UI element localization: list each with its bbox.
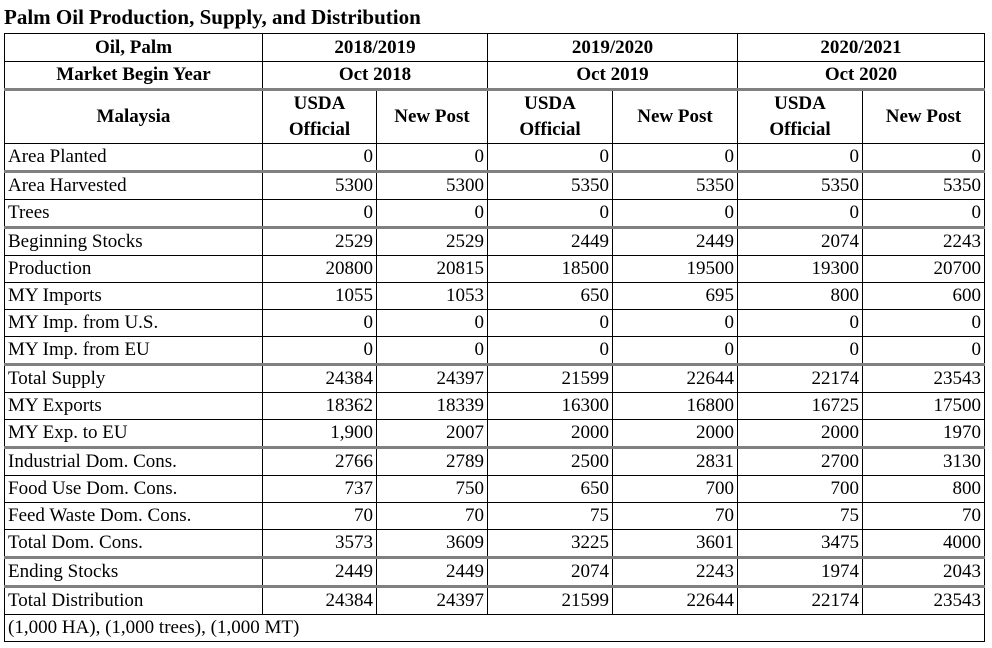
cell-value: 695 xyxy=(613,283,738,310)
cell-value: 70 xyxy=(377,503,488,530)
cell-value: 0 xyxy=(377,337,488,365)
row-label: MY Imports xyxy=(5,283,263,310)
cell-value: 0 xyxy=(738,310,863,337)
cell-value: 75 xyxy=(488,503,613,530)
cell-value: 0 xyxy=(263,310,377,337)
footnote-row xyxy=(5,615,985,642)
cell-value: 0 xyxy=(263,337,377,365)
cell-value: 2243 xyxy=(613,558,738,587)
row-label: Total Supply xyxy=(5,365,263,393)
cell-value: 1053 xyxy=(377,283,488,310)
cell-value: 0 xyxy=(488,310,613,337)
cell-value: 22644 xyxy=(613,587,738,615)
table-row xyxy=(5,337,985,365)
table-row xyxy=(5,228,985,256)
market-begin-label: Market Begin Year xyxy=(5,62,263,90)
cell-value: 2000 xyxy=(738,420,863,448)
market-begin-2020: Oct 2020 xyxy=(738,62,985,90)
cell-value: 600 xyxy=(863,283,985,310)
cell-value: 2074 xyxy=(488,558,613,587)
cell-value: 737 xyxy=(263,476,377,503)
cell-value: 22174 xyxy=(738,365,863,393)
units-footnote: (1,000 HA), (1,000 trees), (1,000 MT) xyxy=(5,615,985,642)
cell-value: 2000 xyxy=(488,420,613,448)
cell-value: 75 xyxy=(738,503,863,530)
subheader-new-post: New Post xyxy=(377,90,488,144)
commodity-year-row xyxy=(5,34,985,62)
table-row xyxy=(5,587,985,615)
cell-value: 0 xyxy=(263,200,377,228)
row-label: MY Exports xyxy=(5,393,263,420)
cell-value: 3573 xyxy=(263,530,377,558)
cell-value: 0 xyxy=(863,144,985,172)
subheader-usda-official: USDA Official xyxy=(488,90,613,144)
cell-value: 750 xyxy=(377,476,488,503)
cell-value: 5350 xyxy=(863,172,985,200)
cell-value: 5300 xyxy=(377,172,488,200)
cell-value: 21599 xyxy=(488,587,613,615)
table-row xyxy=(5,200,985,228)
table-row xyxy=(5,172,985,200)
table-header xyxy=(5,34,985,144)
table-body xyxy=(5,144,985,615)
cell-value: 19300 xyxy=(738,256,863,283)
row-label: MY Imp. from U.S. xyxy=(5,310,263,337)
cell-value: 0 xyxy=(613,144,738,172)
cell-value: 16800 xyxy=(613,393,738,420)
cell-value: 23543 xyxy=(863,587,985,615)
cell-value: 3130 xyxy=(863,448,985,476)
cell-value: 0 xyxy=(488,144,613,172)
cell-value: 0 xyxy=(613,310,738,337)
cell-value: 2449 xyxy=(377,558,488,587)
source-header-row xyxy=(5,90,985,144)
table-row xyxy=(5,530,985,558)
table-row xyxy=(5,310,985,337)
country-label: Malaysia xyxy=(5,90,263,144)
cell-value: 650 xyxy=(488,476,613,503)
cell-value: 19500 xyxy=(613,256,738,283)
cell-value: 20800 xyxy=(263,256,377,283)
cell-value: 700 xyxy=(613,476,738,503)
cell-value: 16725 xyxy=(738,393,863,420)
table-row xyxy=(5,393,985,420)
cell-value: 2449 xyxy=(263,558,377,587)
table-row xyxy=(5,558,985,587)
cell-value: 70 xyxy=(863,503,985,530)
cell-value: 20815 xyxy=(377,256,488,283)
row-label: Food Use Dom. Cons. xyxy=(5,476,263,503)
subheader-usda-official: USDA Official xyxy=(738,90,863,144)
cell-value: 1970 xyxy=(863,420,985,448)
cell-value: 1974 xyxy=(738,558,863,587)
cell-value: 0 xyxy=(863,310,985,337)
cell-value: 3475 xyxy=(738,530,863,558)
year-header-2018-2019: 2018/2019 xyxy=(263,34,488,62)
cell-value: 2529 xyxy=(263,228,377,256)
table-row xyxy=(5,420,985,448)
year-header-2020-2021: 2020/2021 xyxy=(738,34,985,62)
table-row xyxy=(5,448,985,476)
psd-table xyxy=(4,33,985,642)
subheader-usda-official: USDA Official xyxy=(263,90,377,144)
cell-value: 3225 xyxy=(488,530,613,558)
row-label: Production xyxy=(5,256,263,283)
cell-value: 2000 xyxy=(613,420,738,448)
cell-value: 3601 xyxy=(613,530,738,558)
row-label: Area Harvested xyxy=(5,172,263,200)
cell-value: 70 xyxy=(613,503,738,530)
cell-value: 2243 xyxy=(863,228,985,256)
cell-value: 70 xyxy=(263,503,377,530)
cell-value: 0 xyxy=(738,200,863,228)
cell-value: 16300 xyxy=(488,393,613,420)
cell-value: 1,900 xyxy=(263,420,377,448)
cell-value: 2500 xyxy=(488,448,613,476)
cell-value: 4000 xyxy=(863,530,985,558)
row-label: Total Distribution xyxy=(5,587,263,615)
cell-value: 21599 xyxy=(488,365,613,393)
cell-value: 22174 xyxy=(738,587,863,615)
cell-value: 0 xyxy=(377,310,488,337)
cell-value: 18362 xyxy=(263,393,377,420)
cell-value: 2449 xyxy=(488,228,613,256)
year-header-2019-2020: 2019/2020 xyxy=(488,34,738,62)
cell-value: 0 xyxy=(863,200,985,228)
cell-value: 0 xyxy=(738,337,863,365)
cell-value: 24384 xyxy=(263,587,377,615)
cell-value: 0 xyxy=(863,337,985,365)
cell-value: 24397 xyxy=(377,587,488,615)
cell-value: 800 xyxy=(863,476,985,503)
row-label: Area Planted xyxy=(5,144,263,172)
table-row xyxy=(5,256,985,283)
row-label: MY Imp. from EU xyxy=(5,337,263,365)
cell-value: 3609 xyxy=(377,530,488,558)
cell-value: 23543 xyxy=(863,365,985,393)
cell-value: 5350 xyxy=(488,172,613,200)
cell-value: 24397 xyxy=(377,365,488,393)
cell-value: 2529 xyxy=(377,228,488,256)
cell-value: 700 xyxy=(738,476,863,503)
table-footer xyxy=(5,615,985,642)
subheader-new-post: New Post xyxy=(613,90,738,144)
row-label: Industrial Dom. Cons. xyxy=(5,448,263,476)
table-row xyxy=(5,283,985,310)
cell-value: 650 xyxy=(488,283,613,310)
cell-value: 1055 xyxy=(263,283,377,310)
cell-value: 18339 xyxy=(377,393,488,420)
page-title: Palm Oil Production, Supply, and Distribution xyxy=(4,5,421,29)
row-label: Feed Waste Dom. Cons. xyxy=(5,503,263,530)
cell-value: 2449 xyxy=(613,228,738,256)
cell-value: 2789 xyxy=(377,448,488,476)
cell-value: 20700 xyxy=(863,256,985,283)
cell-value: 2700 xyxy=(738,448,863,476)
cell-value: 2007 xyxy=(377,420,488,448)
cell-value: 2043 xyxy=(863,558,985,587)
market-begin-2018: Oct 2018 xyxy=(263,62,488,90)
table-row xyxy=(5,503,985,530)
commodity-label: Oil, Palm xyxy=(5,34,263,62)
subheader-new-post: New Post xyxy=(863,90,985,144)
cell-value: 800 xyxy=(738,283,863,310)
cell-value: 17500 xyxy=(863,393,985,420)
cell-value: 0 xyxy=(263,144,377,172)
cell-value: 2831 xyxy=(613,448,738,476)
cell-value: 0 xyxy=(488,337,613,365)
table-row xyxy=(5,144,985,172)
cell-value: 18500 xyxy=(488,256,613,283)
cell-value: 22644 xyxy=(613,365,738,393)
table-row xyxy=(5,365,985,393)
row-label: Ending Stocks xyxy=(5,558,263,587)
row-label: Trees xyxy=(5,200,263,228)
cell-value: 5350 xyxy=(738,172,863,200)
table-row xyxy=(5,476,985,503)
row-label: Beginning Stocks xyxy=(5,228,263,256)
cell-value: 5300 xyxy=(263,172,377,200)
market-begin-row xyxy=(5,62,985,90)
cell-value: 0 xyxy=(738,144,863,172)
cell-value: 0 xyxy=(377,200,488,228)
cell-value: 0 xyxy=(613,200,738,228)
row-label: MY Exp. to EU xyxy=(5,420,263,448)
cell-value: 0 xyxy=(377,144,488,172)
cell-value: 0 xyxy=(488,200,613,228)
row-label: Total Dom. Cons. xyxy=(5,530,263,558)
cell-value: 0 xyxy=(613,337,738,365)
cell-value: 2074 xyxy=(738,228,863,256)
cell-value: 5350 xyxy=(613,172,738,200)
market-begin-2019: Oct 2019 xyxy=(488,62,738,90)
cell-value: 2766 xyxy=(263,448,377,476)
cell-value: 24384 xyxy=(263,365,377,393)
